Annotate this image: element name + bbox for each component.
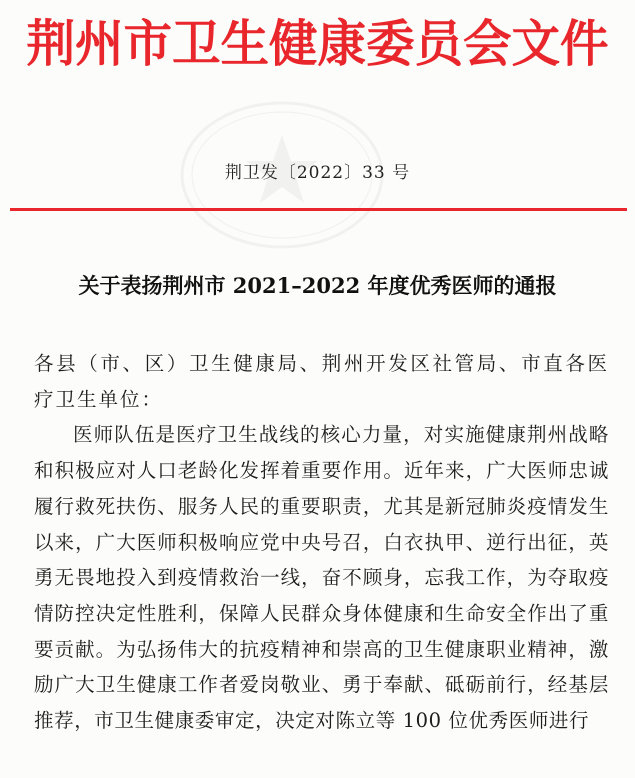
- document-body: [34, 346, 609, 739]
- issuing-authority-header: 荆州市卫生健康委员会文件: [26, 15, 609, 73]
- notice-title: 关于表扬荆州市 2021–2022 年度优秀医师的通报: [78, 273, 557, 298]
- document-number: 荆卫发〔2022〕33 号: [224, 163, 411, 183]
- red-divider-line: [10, 208, 627, 211]
- salutation: 各县（市、区）卫生健康局、荆州开发区社管局、市直各医疗卫生单位：: [34, 352, 609, 411]
- body-paragraph: 医师队伍是医疗卫生战线的核心力量，对实施健康荆州战略和积极应对人口老龄化发挥着重要作用。近年来，广大医师忠诚履行救死扶伤、服务人民的重要职责，尤其是新冠肺炎疫情发生以来，广大医师积极响应党中央号召，白衣执甲、逆行出征，英勇无畏地投入到疫情救治一线，奋不顾身，忘我工作，为夺取疫情防控决定性胜利，保障人民群众身体健康和生命安全作出了重要贡献。为弘扬伟大的抗疫精神和崇高的卫生健康职业精神，激励广大卫生健康工作者爱岗敬业、勇于奉献、砥砺前行，经基层推荐，市卫生健康委审定，决定对陈立等 100 位优秀医师进行: [34, 423, 609, 733]
